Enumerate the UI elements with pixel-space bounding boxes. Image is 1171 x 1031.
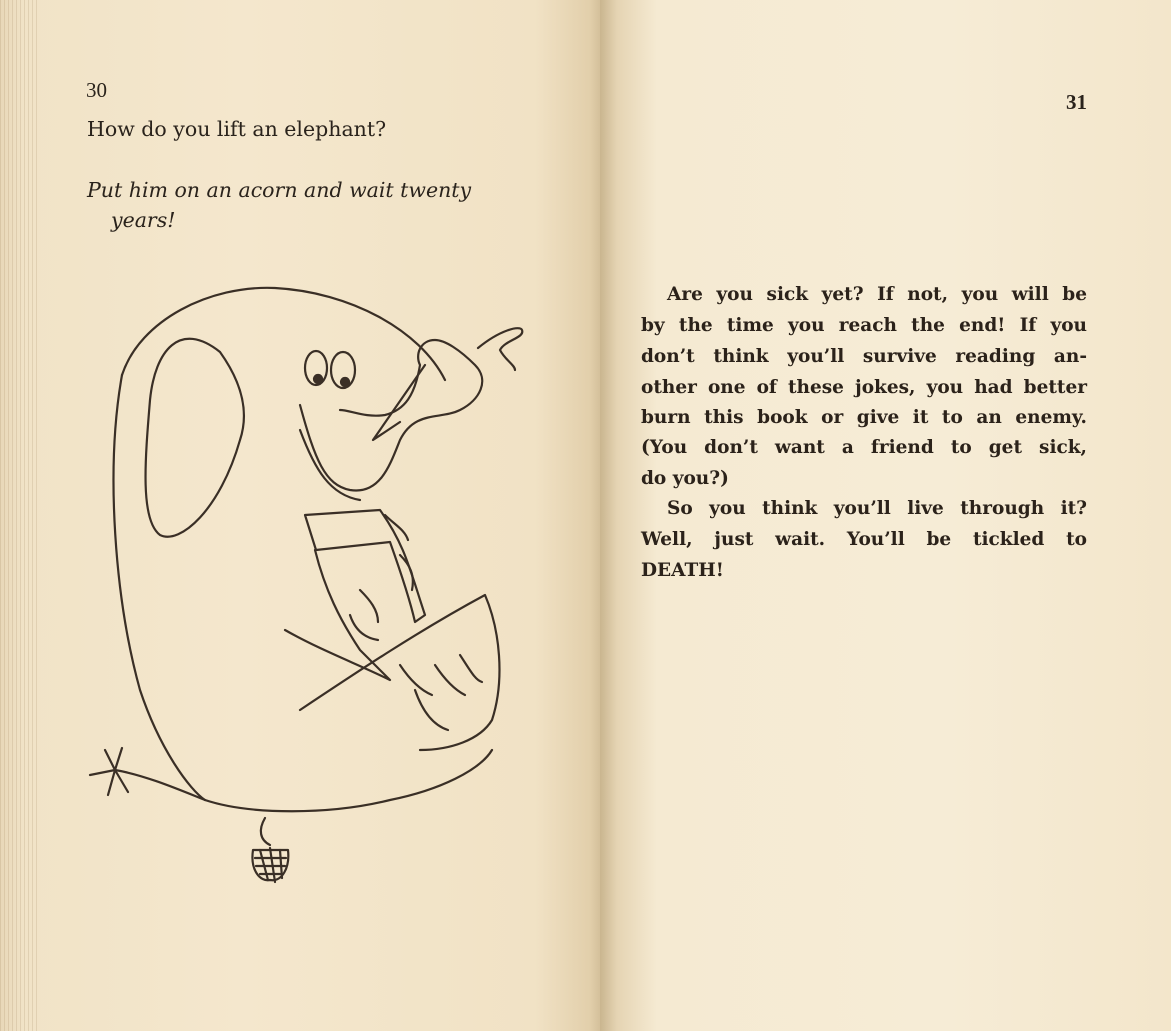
elephant-tail [115,770,205,800]
elephant-back-outline [114,375,205,800]
body-line-3: don’t think you’ll survive reading an- [641,346,1087,367]
body-line-6: (You don’t want a friend to get sick, [641,437,1087,458]
body-line-9: Well, just wait. You’ll be tickled to [641,529,1087,550]
body-line-10: DEATH! [641,560,724,581]
elephant-pupil-left [314,375,322,383]
riddle-answer-line-1: Put him on an acorn and wait twenty [87,178,472,202]
elephant-front-foot-toes [350,515,413,640]
body-line-2: by the time you reach the end! If you [641,315,1087,336]
body-line-5: burn this book or give it to an enemy. [641,407,1087,428]
page-number-left: 30 [86,78,107,102]
elephant-belly [205,750,492,811]
page-number-right: 31 [1066,90,1087,114]
body-line-1: Are you sick yet? If not, you will be [667,284,1087,305]
elephant-illustration-icon [60,270,540,890]
elephant-hind-foot [400,655,482,730]
elephant-tusk [373,365,425,440]
riddle-question: How do you lift an elephant? [87,117,387,141]
body-line-4: other one of these jokes, you had better [641,377,1087,398]
riddle-answer-line-2: years! [111,208,176,232]
elephant-ear [146,339,244,537]
elephant-trunk-tip [478,328,522,370]
elephant-pupil-right [341,378,349,386]
body-line-8: So you think you’ll live through it? [667,498,1087,519]
elephant-front-leg [305,510,425,622]
elephant-body-outline [122,288,445,380]
body-line-7: do you?) [641,468,729,489]
acorn-stem [261,818,270,845]
elephant-hind-leg [300,595,499,750]
